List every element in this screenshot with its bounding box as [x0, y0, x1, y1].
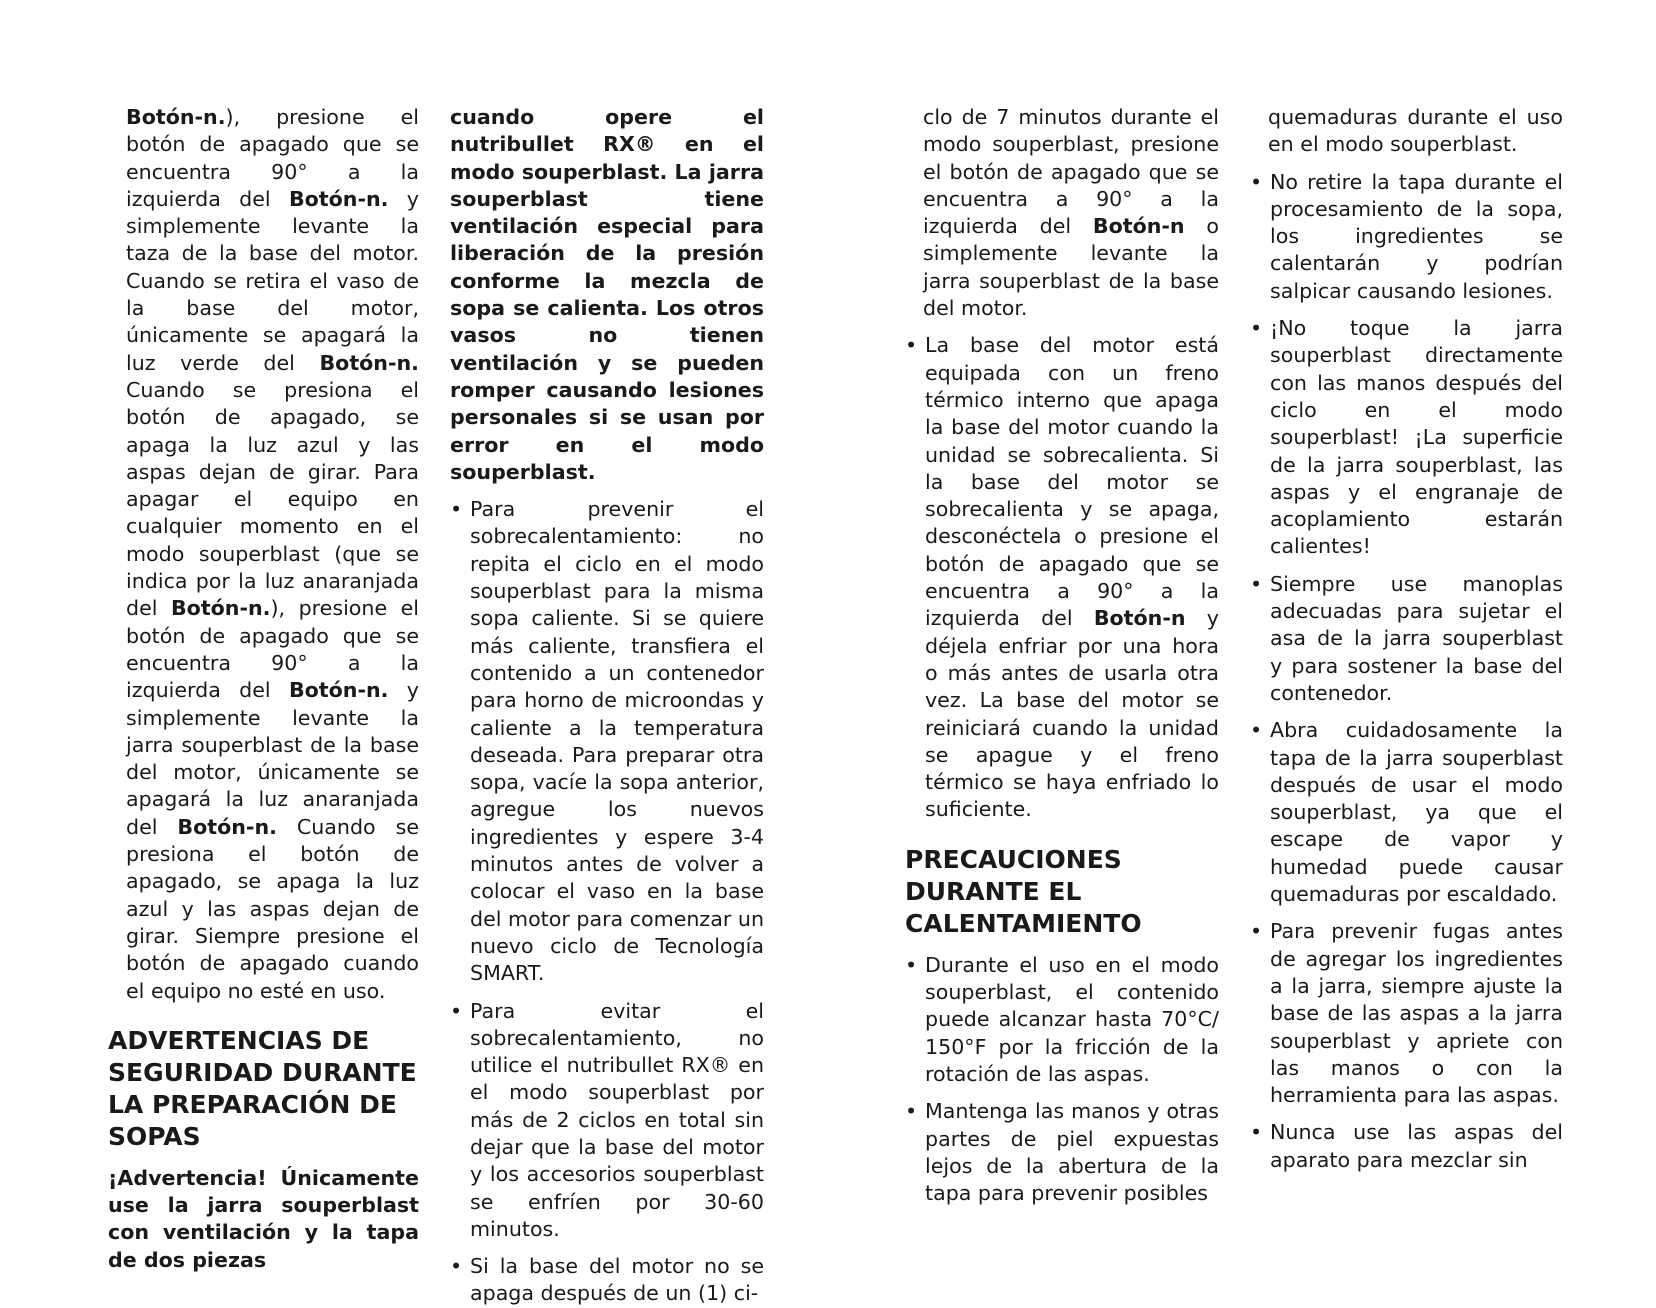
column-1: [108, 104, 419, 1274]
bold-term: Botón-n.: [288, 186, 389, 211]
bold-term: Botón-n: [1093, 606, 1186, 631]
list-item-text: Abra cuidadosamente la tapa de la jarra souperblast después de usar el modo souperblast, ya que el escape de vapor y humedad puede causar quemaduras por escaldado.: [1270, 718, 1563, 907]
bullet-icon: •: [1250, 571, 1263, 596]
list-item: [1250, 1119, 1563, 1174]
bullet-icon: •: [450, 1254, 463, 1279]
list-item: [1250, 315, 1563, 561]
list-item-text: Mantenga las manos y otras partes de piel expuestas lejos de la abertura de la tapa para prevenir posibles: [925, 1099, 1219, 1206]
list-item-text: No retire la tapa durante el procesamiento de la sopa, los ingredientes se calentarán y podrían salpicar causando lesiones.: [1270, 169, 1563, 303]
text-run: Cuando se presiona el botón de apagado, se apaga la luz azul y las aspas dejan de girar. Para apagar el equipo en cualquier momento en el modo souperblast (que se indica por la luz anaranjada del: [126, 377, 419, 621]
bold-term: Botón-n: [1092, 214, 1185, 239]
list-item: [905, 952, 1219, 1088]
bold-term: Botón-n.: [288, 678, 389, 703]
list-item: [905, 1098, 1219, 1207]
list-item-text: Para evitar el sobrecalentamiento, no utilice el nutribullet RX® en el modo souperblast por más de 2 ciclos en total sin dejar que la base del motor y los accesorios souperblast se enfríen por 30-60 minutos.: [470, 998, 764, 1241]
section-heading-heating-precautions: PRECAUCIONES DURANTE EL CALENTAMIENTO: [905, 844, 1142, 938]
list-item: [450, 1253, 764, 1308]
bold-term: Botón-n.: [177, 814, 277, 839]
text-run: clo de 7 minutos durante el modo souperblast, presione el botón de apagado que se encuentra a 90° a la izquierda del: [923, 105, 1219, 239]
list-item: [905, 332, 1219, 823]
list-item-continued: [905, 104, 1219, 322]
text-run: y déjela enfriar por una hora o más antes de usarla otra vez. La base del motor se reiniciará cuando la unidad se apague y el freno térmico se haya enfriado lo suficiente.: [925, 606, 1219, 822]
text-run: ), presione el botón de apagado que se encuentra 90° a la izquierda del: [126, 596, 419, 703]
bullet-icon: •: [450, 998, 463, 1023]
warning-text-continued: cuando opere el nutribullet RX® en el modo souperblast. La jarra souperblast tiene ventilación especial para liberación de la presión conforme la mezcla de sopa se calienta. Los otros vasos no tienen ventilación y se pueden romper causando lesiones personales si se usan por error en el modo souperblast.: [450, 105, 764, 484]
bullet-list: [1250, 169, 1563, 1174]
list-item-continued: quemaduras durante el uso en el modo souperblast.: [1268, 105, 1563, 157]
text-run: y simplemente levante la taza de la base del motor. Cuando se retira el vaso de la base del motor, únicamente se apagará la luz verde del: [126, 186, 419, 375]
bullet-icon: •: [905, 1099, 918, 1124]
bullet-icon: •: [1250, 718, 1263, 743]
bullet-list: [450, 496, 764, 1308]
bullet-icon: •: [1250, 919, 1263, 944]
column-4: [1250, 104, 1563, 1174]
list-item-text: Durante el uso en el modo souperblast, el contenido puede alcanzar hasta 70°C/ 150°F por la fricción de la rotación de las aspas.: [925, 952, 1219, 1086]
bold-term: Botón-n.: [319, 350, 419, 375]
bullet-icon: •: [1250, 316, 1263, 341]
column-2: [450, 104, 764, 1308]
bullet-list: [905, 952, 1219, 1208]
bullet-icon: •: [450, 497, 463, 522]
warning-text: ¡Advertencia! Únicamente use la jarra souperblast con ventilación y la tapa de dos piezas: [108, 1165, 419, 1272]
list-item: [1250, 571, 1563, 707]
bold-term: Botón-n.: [170, 596, 271, 621]
list-item-text: ¡No toque la jarra souperblast directamente con las manos después del ciclo en el modo souperblast! ¡La superficie de la jarra souperblast, las aspas y el engranaje de acoplamiento estarán calientes!: [1270, 316, 1563, 559]
text-run: La base del motor está equipada con un freno térmico interno que apaga la base del motor cuando la unidad se sobrecalienta. Si la base del motor se sobrecalienta y se apaga, desconéctela o presione el botón de apagado que se encuentra a 90° a la izquierda del: [925, 333, 1219, 631]
list-item-text: Para prevenir fugas antes de agregar los ingredientes a la jarra, siempre ajuste la base de las aspas a la jarra souperblast y apriete con las manos o con la herramienta para las aspas.: [1270, 919, 1563, 1108]
list-item-text: Para prevenir el sobrecalentamiento: no repita el ciclo en el modo souperblast para la misma sopa caliente. Si se quiere más caliente, transfiera el contenido a un contenedor para horno de microondas y caliente a la temperatura deseada. Para preparar otra sopa, vacíe la sopa anterior, agregue los nuevos ingredientes y espere 3-4 minutos antes de volver a colocar el vaso en la base del motor para comenzar un nuevo ciclo de Tecnología SMART.: [470, 497, 764, 986]
text-run: Cuando se presiona el botón de apagado, se apaga la luz azul y las aspas dejan de girar. Siempre presione el botón de apagado cuando el equipo no esté en uso.: [126, 814, 419, 1003]
column-3: [905, 104, 1219, 1207]
bold-term: Botón-n.: [126, 105, 226, 129]
bullet-icon: •: [1250, 169, 1263, 194]
paragraph-shutdown: [108, 104, 419, 1005]
text-run: ), presione el botón de apagado que se encuentra 90° a la izquierda del: [126, 105, 419, 211]
bullet-icon: •: [1250, 1120, 1263, 1145]
bullet-icon: •: [905, 952, 918, 977]
text-run: o simplemente levante la jarra souperblast de la base del motor.: [923, 214, 1219, 321]
list-item-text: Nunca use las aspas del aparato para mezclar sin: [1270, 1120, 1563, 1172]
list-item: [450, 998, 764, 1244]
list-item: [1250, 169, 1563, 305]
list-item: [450, 496, 764, 987]
bullet-icon: •: [905, 333, 918, 358]
text-run: y simplemente levante la jarra souperblast de la base del motor, únicamente se apagará la luz anaranjada del: [126, 678, 419, 839]
list-item: [1250, 918, 1563, 1109]
list-item-text: Si la base del motor no se apaga después de un (1) ci-: [470, 1254, 764, 1306]
section-heading-soup-safety: ADVERTENCIAS DE SEGURIDAD DURANTE LA PREPARACIÓN DE SOPAS: [108, 1025, 417, 1151]
list-item: [1250, 717, 1563, 908]
list-item-text: Siempre use manoplas adecuadas para sujetar el asa de la jarra souperblast y para sostener la base del contenedor.: [1270, 571, 1563, 705]
